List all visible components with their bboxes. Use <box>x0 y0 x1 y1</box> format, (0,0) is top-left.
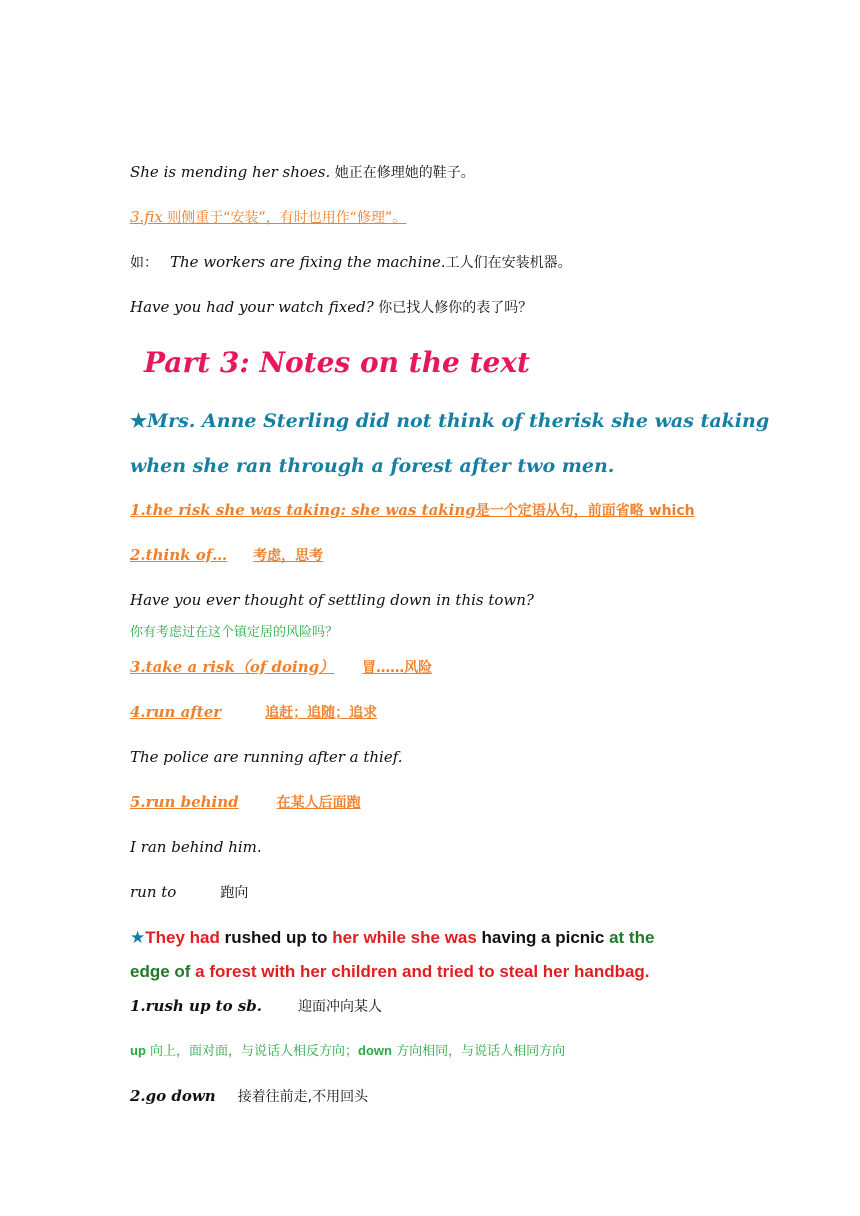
note-rush <box>130 996 382 1017</box>
sentence-2-part: at the <box>609 928 655 947</box>
example-mending <box>130 162 475 183</box>
example-police: The police are running after a thief. <box>130 748 403 766</box>
sentence-1-line-1 <box>130 408 769 434</box>
note-1-en: 1.the risk she was taking: she was taking <box>130 501 476 519</box>
example-settling-zh: 你有考虑过在这个镇定居的风险吗？ <box>130 625 339 640</box>
sentence-2-line-1 <box>130 927 654 949</box>
note-go-down <box>130 1086 368 1107</box>
note-go-down-en: 2.go down <box>130 1087 216 1105</box>
note-run-to <box>130 882 248 903</box>
note-rush-en: 1.rush up to sb. <box>130 997 262 1015</box>
note-3-en: 3.take a risk（of doing） <box>130 658 335 676</box>
sentence-1-line-2: when she ran through a forest after two men. <box>130 455 615 477</box>
note-up-down <box>130 1041 565 1062</box>
example-en: The workers are fixing the machine. <box>170 253 446 271</box>
note-fix-term: 3.fix <box>130 208 163 226</box>
note-1-zh: 是一个定语从句，前面省略 which <box>475 503 695 519</box>
example-zh: 工人们在安装机器。 <box>445 255 572 271</box>
part-title: Part 3: Notes on the text <box>144 346 530 379</box>
note-5 <box>130 792 361 813</box>
star-icon: ★ <box>130 410 148 432</box>
note-4-zh: 追赶；追随；追求 <box>265 705 378 721</box>
example-prefix: 如： <box>130 255 158 271</box>
note-2-en: 2.think of… <box>130 546 228 564</box>
note-rush-zh: 迎面冲向某人 <box>297 999 382 1015</box>
sentence-2-part: They had <box>145 928 220 947</box>
term-up-zh: 向上，面对面，与说话人相反方向； <box>145 1044 359 1059</box>
note-3 <box>130 657 432 678</box>
note-fix-zh: 则侧重于“安装”，有时也用作“修理”。 <box>162 210 407 226</box>
example-zh: 你已找人修你的表了吗？ <box>373 300 533 316</box>
note-4-en: 4.run after <box>130 703 222 721</box>
example-en: She is mending her shoes. <box>130 163 331 181</box>
example-settling: Have you ever thought of settling down in this town? <box>130 591 534 609</box>
example-workers <box>130 252 572 273</box>
sentence-2-part: rushed up to <box>219 928 333 947</box>
note-5-en: 5.run behind <box>130 793 239 811</box>
note-5-zh: 在某人后面跑 <box>276 795 361 811</box>
note-go-down-zh: 接着往前走,不用回头 <box>237 1089 369 1105</box>
note-run-to-en: run to <box>130 883 177 901</box>
sentence-2-part: having a picnic <box>476 928 610 947</box>
star-icon: ★ <box>130 928 146 947</box>
note-4 <box>130 702 377 723</box>
sentence-2-part: her while she was <box>332 928 477 947</box>
note-2 <box>130 545 323 566</box>
note-run-to-zh: 跑向 <box>220 885 249 901</box>
note-fix <box>130 207 406 228</box>
term-up: up <box>130 1043 146 1058</box>
sentence-2-part: a forest with her children and tried to steal her handbag. <box>190 962 650 981</box>
note-2-zh: 考虑，思考 <box>253 548 324 564</box>
example-zh: 她正在修理她的鞋子。 <box>330 165 475 181</box>
sentence-1-text-a: Mrs. Anne Sterling did not think of therisk she was taking <box>147 410 770 432</box>
sentence-2-line-2 <box>130 961 650 983</box>
example-behind: I ran behind him. <box>130 838 262 856</box>
note-3-zh: 冒……风险 <box>362 660 433 676</box>
sentence-2-part: edge of <box>130 962 191 981</box>
term-down: down <box>358 1043 392 1058</box>
note-1 <box>130 500 695 521</box>
example-en: Have you had your watch fixed? <box>130 298 374 316</box>
term-down-zh: 方向相同，与说话人相同方向 <box>391 1044 566 1059</box>
example-watch <box>130 297 532 318</box>
